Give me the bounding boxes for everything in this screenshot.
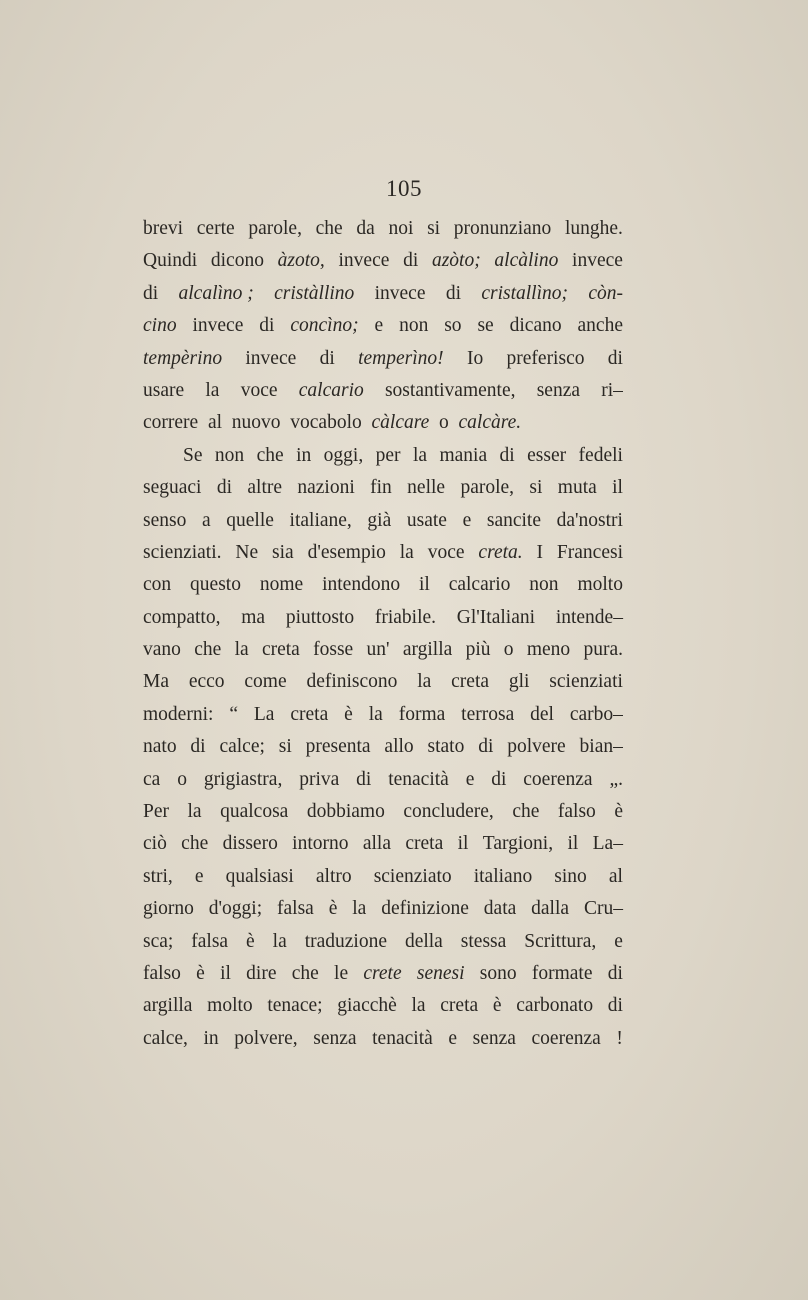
word: non (399, 315, 429, 337)
word: voce (240, 379, 278, 401)
word: è (614, 801, 623, 823)
word: Quindi (143, 250, 198, 272)
word: nome (259, 574, 304, 596)
word: di (190, 736, 206, 758)
word: sostantivamente, (384, 379, 516, 401)
text-line (143, 245, 623, 277)
word: cristàllino (274, 282, 355, 304)
word: certe (196, 218, 235, 239)
text-line (143, 1023, 623, 1055)
word: dicono (210, 250, 264, 272)
word: ri– (601, 379, 623, 401)
word: e (194, 865, 204, 887)
word: crete (363, 962, 402, 984)
word: ! (616, 1027, 623, 1049)
word: oggi, (323, 444, 364, 466)
word: parole, (460, 477, 515, 499)
word: il (612, 477, 623, 499)
word: qualcosa (220, 801, 289, 823)
word: la (352, 898, 367, 920)
word: un' (366, 639, 390, 661)
word: di (259, 315, 275, 337)
word: invece (338, 250, 390, 272)
word: Ma (143, 671, 169, 693)
word: traduzione (304, 930, 387, 952)
word: polvere, (234, 1027, 298, 1049)
word: si (427, 218, 441, 239)
word: cristallìno; (481, 282, 568, 304)
word: fin (370, 477, 392, 499)
word: meno (526, 639, 571, 661)
word: intendono (322, 574, 401, 596)
word: piuttosto (285, 606, 355, 628)
word: dobbiamo (306, 801, 385, 823)
word: ecco (188, 671, 225, 693)
word: che (194, 639, 222, 661)
word: la (272, 930, 287, 952)
word: anche (577, 315, 623, 337)
word: di (319, 347, 335, 369)
word: o (177, 768, 187, 790)
text-line (143, 310, 623, 342)
word: e (614, 930, 623, 952)
text-line (143, 569, 623, 601)
word: è (492, 995, 502, 1017)
word: Cru– (583, 898, 623, 920)
word: temperìno! (358, 347, 444, 369)
word: creta (440, 995, 479, 1017)
word: di (143, 282, 159, 304)
word: nazioni (297, 477, 355, 499)
text-line (143, 828, 623, 860)
word: senso (143, 509, 187, 531)
word: La– (592, 833, 623, 855)
word: àzoto, (277, 250, 325, 272)
word: di (216, 477, 233, 499)
word: scienziato (373, 865, 452, 887)
word: senza (472, 1027, 516, 1049)
word: vocabolo (290, 412, 362, 434)
word: definizione (381, 898, 469, 920)
word: si (529, 477, 543, 499)
word: in (203, 1027, 219, 1049)
word: bian– (579, 736, 623, 758)
word: coerenza (523, 768, 593, 790)
word: e (465, 768, 475, 790)
word: argilla (143, 995, 193, 1017)
word: di (607, 962, 623, 984)
word: italiano (473, 865, 533, 887)
word: alcàlino (494, 250, 559, 272)
word: il (457, 833, 469, 855)
text-line (143, 926, 623, 958)
word: polvere (507, 736, 566, 758)
word: vano (143, 639, 181, 661)
word: calcario (448, 574, 511, 596)
word: intorno (292, 833, 349, 855)
word: sino (554, 865, 587, 887)
word: è (328, 898, 338, 920)
word: si (278, 736, 292, 758)
word: qualsiasi (225, 865, 294, 887)
word: parole, (248, 218, 302, 239)
text-line (143, 343, 623, 375)
word: italiane, (289, 509, 352, 531)
word: da (356, 218, 375, 239)
word: usare (143, 379, 185, 401)
word: la (187, 801, 202, 823)
word: è (246, 930, 255, 952)
word: Targioni, (482, 833, 554, 855)
word: scienziati. (143, 541, 222, 563)
word: stessa (460, 930, 507, 952)
word: non (529, 574, 559, 596)
word: nuovo (231, 412, 281, 434)
text-line (143, 666, 623, 698)
word: di (356, 768, 372, 790)
word: Gl'Italiani (456, 606, 536, 628)
word: coerenza (531, 1027, 601, 1049)
body-text (143, 213, 623, 1055)
word: friabile. (374, 606, 437, 628)
word: creta (290, 703, 329, 725)
word: dire (246, 962, 277, 984)
text-line (143, 602, 623, 634)
word: scienziati (549, 671, 623, 693)
word: fedeli (578, 444, 623, 466)
word: falsa (277, 898, 314, 920)
word: al (207, 412, 223, 434)
word: stri, (143, 865, 173, 887)
word: argilla (402, 639, 453, 661)
word: a (201, 509, 211, 531)
word: fosse (313, 639, 354, 661)
word: in (296, 444, 312, 466)
word: senza (536, 379, 581, 401)
word: che (512, 801, 540, 823)
word: di (403, 250, 419, 272)
word: di (445, 282, 461, 304)
word: sca; (143, 930, 174, 952)
text-line (143, 699, 623, 731)
word: moderni: (143, 703, 214, 725)
word: alla (362, 833, 392, 855)
word: Se (183, 444, 203, 466)
text-line (143, 731, 623, 763)
word: d'esempio (307, 541, 386, 563)
text-line (143, 440, 623, 472)
word: Francesi (556, 541, 623, 563)
word: sia (272, 541, 294, 563)
word: preferisco (506, 347, 585, 369)
word: muta (557, 477, 597, 499)
word: di (499, 444, 515, 466)
word: tenacità (372, 1027, 433, 1049)
word: d'oggi; (208, 898, 263, 920)
text-line (143, 796, 623, 828)
word: creta (261, 639, 300, 661)
word: come (244, 671, 287, 693)
word: voce (427, 541, 465, 563)
word: definiscono (306, 671, 398, 693)
word: nato (143, 736, 177, 758)
word: “ (229, 703, 238, 725)
word: Io (466, 347, 484, 369)
word: il (567, 833, 579, 855)
word: concìno; (290, 315, 359, 337)
word: al (608, 865, 623, 887)
word: priva (299, 768, 340, 790)
text-line (143, 278, 623, 310)
word: altre (247, 477, 283, 499)
word: è (196, 962, 205, 984)
word: con (143, 574, 172, 596)
word: brevi (143, 218, 184, 239)
word: còn- (588, 282, 623, 304)
word: forma (398, 703, 446, 725)
word: cino (143, 315, 177, 337)
text-line (143, 990, 623, 1022)
word: pronunziano (453, 218, 552, 239)
word: carbonato (516, 995, 594, 1017)
word: azòto; (431, 250, 481, 272)
word: allo (384, 736, 414, 758)
word: la (399, 541, 414, 563)
word: questo (190, 574, 241, 596)
text-line (143, 407, 623, 439)
word: usate (406, 509, 447, 531)
word: „. (609, 768, 623, 790)
word: dissero (222, 833, 278, 855)
word: già (367, 509, 392, 531)
word: di (607, 347, 623, 369)
word: so (444, 315, 462, 337)
word: grigiastra, (203, 768, 283, 790)
word: la (205, 379, 220, 401)
word: calcàre. (458, 412, 522, 434)
word: la (412, 444, 428, 466)
text-line (143, 893, 623, 925)
word: o (503, 639, 514, 661)
word: di (607, 995, 623, 1017)
word: senza (313, 1027, 357, 1049)
word: calce, (143, 1027, 188, 1049)
word: senesi (416, 962, 465, 984)
word: presenta (305, 736, 371, 758)
word: carbo– (569, 703, 623, 725)
word: seguaci (143, 477, 202, 499)
word: giorno (143, 898, 194, 920)
word: che (315, 218, 343, 239)
word: terrosa (461, 703, 515, 725)
word: il (220, 962, 231, 984)
word: dalla (531, 898, 570, 920)
word: alcalìno ; (178, 282, 254, 304)
word: per (375, 444, 401, 466)
word: esser (527, 444, 567, 466)
word: La (253, 703, 275, 725)
word: concludere, (403, 801, 494, 823)
word: falsa (191, 930, 229, 952)
word: del (530, 703, 554, 725)
word: della (404, 930, 443, 952)
word: molto (577, 574, 623, 596)
word: falso (557, 801, 596, 823)
word: la (368, 703, 383, 725)
word: sono (479, 962, 517, 984)
word: falso (143, 962, 181, 984)
word: tenacità (388, 768, 449, 790)
text-line (143, 958, 623, 990)
word: invece (245, 347, 297, 369)
word: quelle (226, 509, 274, 531)
word: e (448, 1027, 458, 1049)
text-line (143, 634, 623, 666)
word: lunghe. (564, 218, 623, 239)
text-line (143, 505, 623, 537)
word: ma (241, 606, 266, 628)
text-line (143, 537, 623, 569)
word: il (418, 574, 430, 596)
word: le (334, 962, 349, 984)
word: correre (143, 412, 199, 434)
word: e (462, 509, 472, 531)
word: invece (192, 315, 244, 337)
word: se (477, 315, 494, 337)
word: Ne (235, 541, 259, 563)
word: invece (374, 282, 426, 304)
word: di (491, 768, 507, 790)
word: creta (405, 833, 444, 855)
text-line (143, 861, 623, 893)
word: creta. (478, 541, 523, 563)
word: data (483, 898, 517, 920)
word: pura. (583, 639, 623, 661)
word: creta (451, 671, 490, 693)
word: altro (315, 865, 352, 887)
word: da'nostri (556, 509, 623, 531)
word: e (374, 315, 384, 337)
word: calce; (219, 736, 265, 758)
word: che (291, 962, 319, 984)
page-number: 105 (386, 176, 422, 201)
word: o (439, 412, 449, 434)
word: tempèrino (143, 347, 223, 369)
word: intende– (555, 606, 623, 628)
word: càlcare (371, 412, 430, 434)
word: non (214, 444, 245, 466)
word: più (465, 639, 491, 661)
text-line (143, 472, 623, 504)
word: giacchè (337, 995, 397, 1017)
word: gli (508, 671, 530, 693)
word: invece (572, 250, 623, 272)
word: tenace; (267, 995, 323, 1017)
word: sancite (486, 509, 541, 531)
word: la (411, 995, 426, 1017)
word: ca (143, 768, 161, 790)
word: la (234, 639, 249, 661)
text-line (143, 213, 623, 245)
word: compatto, (143, 606, 221, 628)
word: di (478, 736, 494, 758)
word: la (417, 671, 432, 693)
word: molto (207, 995, 253, 1017)
text-line (143, 375, 623, 407)
text-line (143, 764, 623, 796)
word: mania (439, 444, 488, 466)
word: che (181, 833, 209, 855)
word: nelle (407, 477, 446, 499)
word: formate (531, 962, 593, 984)
word: I (536, 541, 544, 563)
word: che (256, 444, 284, 466)
word: calcario (298, 379, 364, 401)
word: Per (143, 801, 169, 823)
word: dicano (509, 315, 562, 337)
word: è (344, 703, 353, 725)
word: Scrittura, (524, 930, 597, 952)
word: noi (388, 218, 414, 239)
word: ciò (143, 833, 167, 855)
word: stato (427, 736, 465, 758)
